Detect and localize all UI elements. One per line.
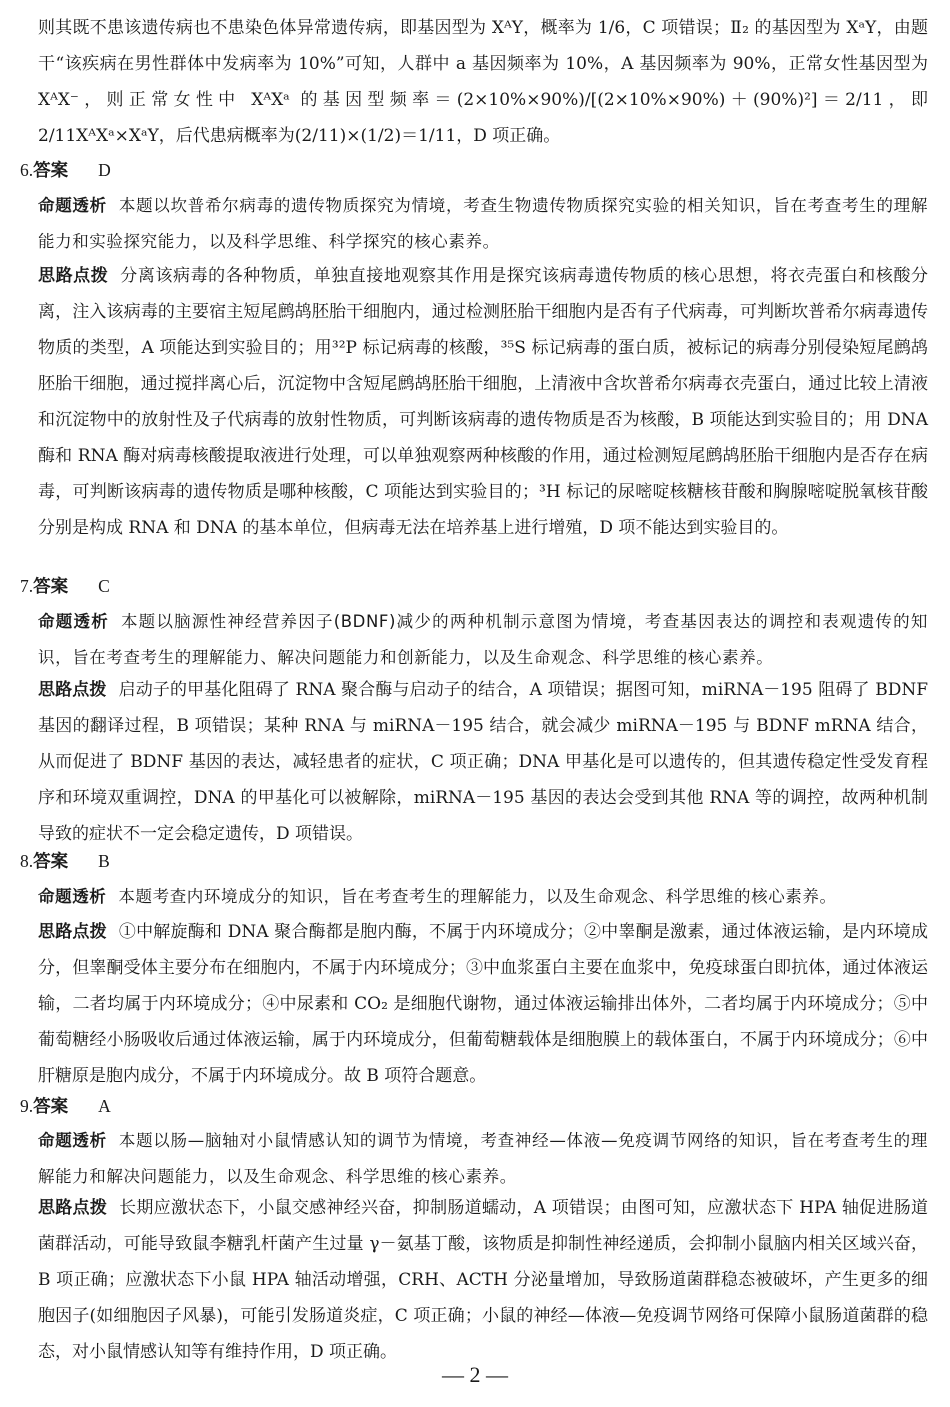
q8-answer: 8.答案 B	[20, 851, 110, 872]
q8-reasoning: 思路点拨 ①中解旋酶和 DNA 聚合酶都是胞内酶，不属于内环境成分；②中睾酮是激素，通过体液运输，是内环境成分，但睾酮受体主要分布在细胞内，不属于内环境成分；③中血浆蛋白主要在血浆中，免疫球蛋白即抗体，通过体液运输，二者均属于内环境成分；④中尿素和 CO₂ 是细胞代谢物，通过体液运输排出体外，二者均属于内环境成分；⑤中葡萄糖经小肠吸收后通过体液运输，属于内环境成分，但葡萄糖载体是细胞膜上的载体蛋白，不属于内环境成分；⑥中肝糖原是胞内成分，不属于内环境成分。故 B 项符合题意。	[38, 922, 929, 1086]
q9-answer: 9.答案 A	[20, 1096, 111, 1117]
q6-analysis: 命题透析 本题以坎普希尔病毒的遗传物质探究为情境，考查生物遗传物质探究实验的相关知识，旨在考查考生的理解能力和实验探究能力，以及科学思维、科学探究的核心素养。	[38, 196, 928, 251]
q7-reasoning: 思路点拨 启动子的甲基化阻碍了 RNA 聚合酶与启动子的结合，A 项错误；据图可知，miRNA－195 阻碍了 BDNF 基因的翻译过程，B 项错误；某种 RNA 与 miRNA－195 结合，就会减少 miRNA－195 与 BDNF mRNA 结合，从而促进了 BDNF 基因的表达，减轻患者的症状，C 项正确；DNA 甲基化是可以遗传的，但其遗传稳定性受发育程序和环境双重调控，DNA 的甲基化可以被解除，miRNA－195 基因的表达会受到其他 RNA 等的调控，故两种机制导致的症状不一定会稳定遗传，D 项错误。	[38, 680, 929, 844]
q6-answer: 6.答案 D	[20, 160, 111, 181]
page-number: — 2 —	[442, 1362, 508, 1387]
q7-answer: 7.答案 C	[20, 576, 110, 597]
q9-reasoning: 思路点拨 长期应激状态下，小鼠交感神经兴奋，抑制肠道蠕动，A 项错误；由图可知，应激状态下 HPA 轴促进肠道菌群活动，可能导致鼠李糖乳杆菌产生过量 γ－氨基丁酸，该物质是抑制性神经递质，会抑制小鼠脑内相关区域兴奋，B 项正确；应激状态下小鼠 HPA 轴活动增强，CRH、ACTH 分泌量增加，导致肠道菌群稳态被破坏，产生更多的细胞因子(如细胞因子风暴)，可能引发肠道炎症，C 项正确；小鼠的神经—体液—免疫调节网络可保障小鼠肠道菌群的稳态，对小鼠情感认知等有维持作用，D 项正确。	[38, 1198, 929, 1362]
q9-analysis: 命题透析 本题以肠—脑轴对小鼠情感认知的调节为情境，考查神经—体液—免疫调节网络的知识，旨在考查考生的理解能力和解决问题能力，以及生命观念、科学思维的核心素养。	[38, 1131, 928, 1186]
q5-explanation-continued: 则其既不患该遗传病也不患染色体异常遗传病，即基因型为 XᴬY，概率为 1/6，C 项错误；Ⅱ₂ 的基因型为 XᵃY，由题干“该疾病在男性群体中发病率为 10%”可知，人群中 a 基因频率为 10%，A 基因频率为 90%，正常女性基因型为 XᴬX⁻，则正常女性中 XᴬXᵃ 的基因型频率＝(2×10%×90%)/[(2×10%×90%)＋(90%)²]＝2/11，即 2/11XᴬXᵃ×XᵃY，后代患病概率为(2/11)×(1/2)＝1/11，D 项正确。	[38, 18, 928, 146]
q8-analysis: 命题透析 本题考查内环境成分的知识，旨在考查考生的理解能力，以及生命观念、科学思维的核心素养。	[38, 887, 837, 906]
q6-reasoning: 思路点拨 分离该病毒的各种物质，单独直接地观察其作用是探究该病毒遗传物质的核心思想，将衣壳蛋白和核酸分离，注入该病毒的主要宿主短尾鹧鸪胚胎干细胞内，通过检测胚胎干细胞内是否有子代病毒，可判断坎普希尔病毒遗传物质的类型，A 项能达到实验目的；用³²P 标记病毒的核酸，³⁵S 标记病毒的蛋白质，被标记的病毒分别侵染短尾鹧鸪胚胎干细胞，通过搅拌离心后，沉淀物中含短尾鹧鸪胚胎干细胞，上清液中含坎普希尔病毒衣壳蛋白，通过比较上清液和沉淀物中的放射性及子代病毒的放射性物质，可判断该病毒的遗传物质是否为核酸，B 项能达到实验目的；用 DNA 酶和 RNA 酶对病毒核酸提取液进行处理，可以单独观察两种核酸的作用，通过检测短尾鹧鸪胚胎干细胞内是否存在病毒，可判断该病毒的遗传物质是哪种核酸，C 项能达到实验目的；³H 标记的尿嘧啶核糖核苷酸和胸腺嘧啶脱氧核苷酸分别是构成 RNA 和 DNA 的基本单位，但病毒无法在培养基上进行增殖，D 项不能达到实验目的。	[38, 266, 929, 538]
q7-analysis: 命题透析 本题以脑源性神经营养因子(BDNF)减少的两种机制示意图为情境，考查基因表达的调控和表观遗传的知识，旨在考查考生的理解能力、解决问题能力和创新能力，以及生命观念、科学思维的核心素养。	[38, 612, 928, 667]
